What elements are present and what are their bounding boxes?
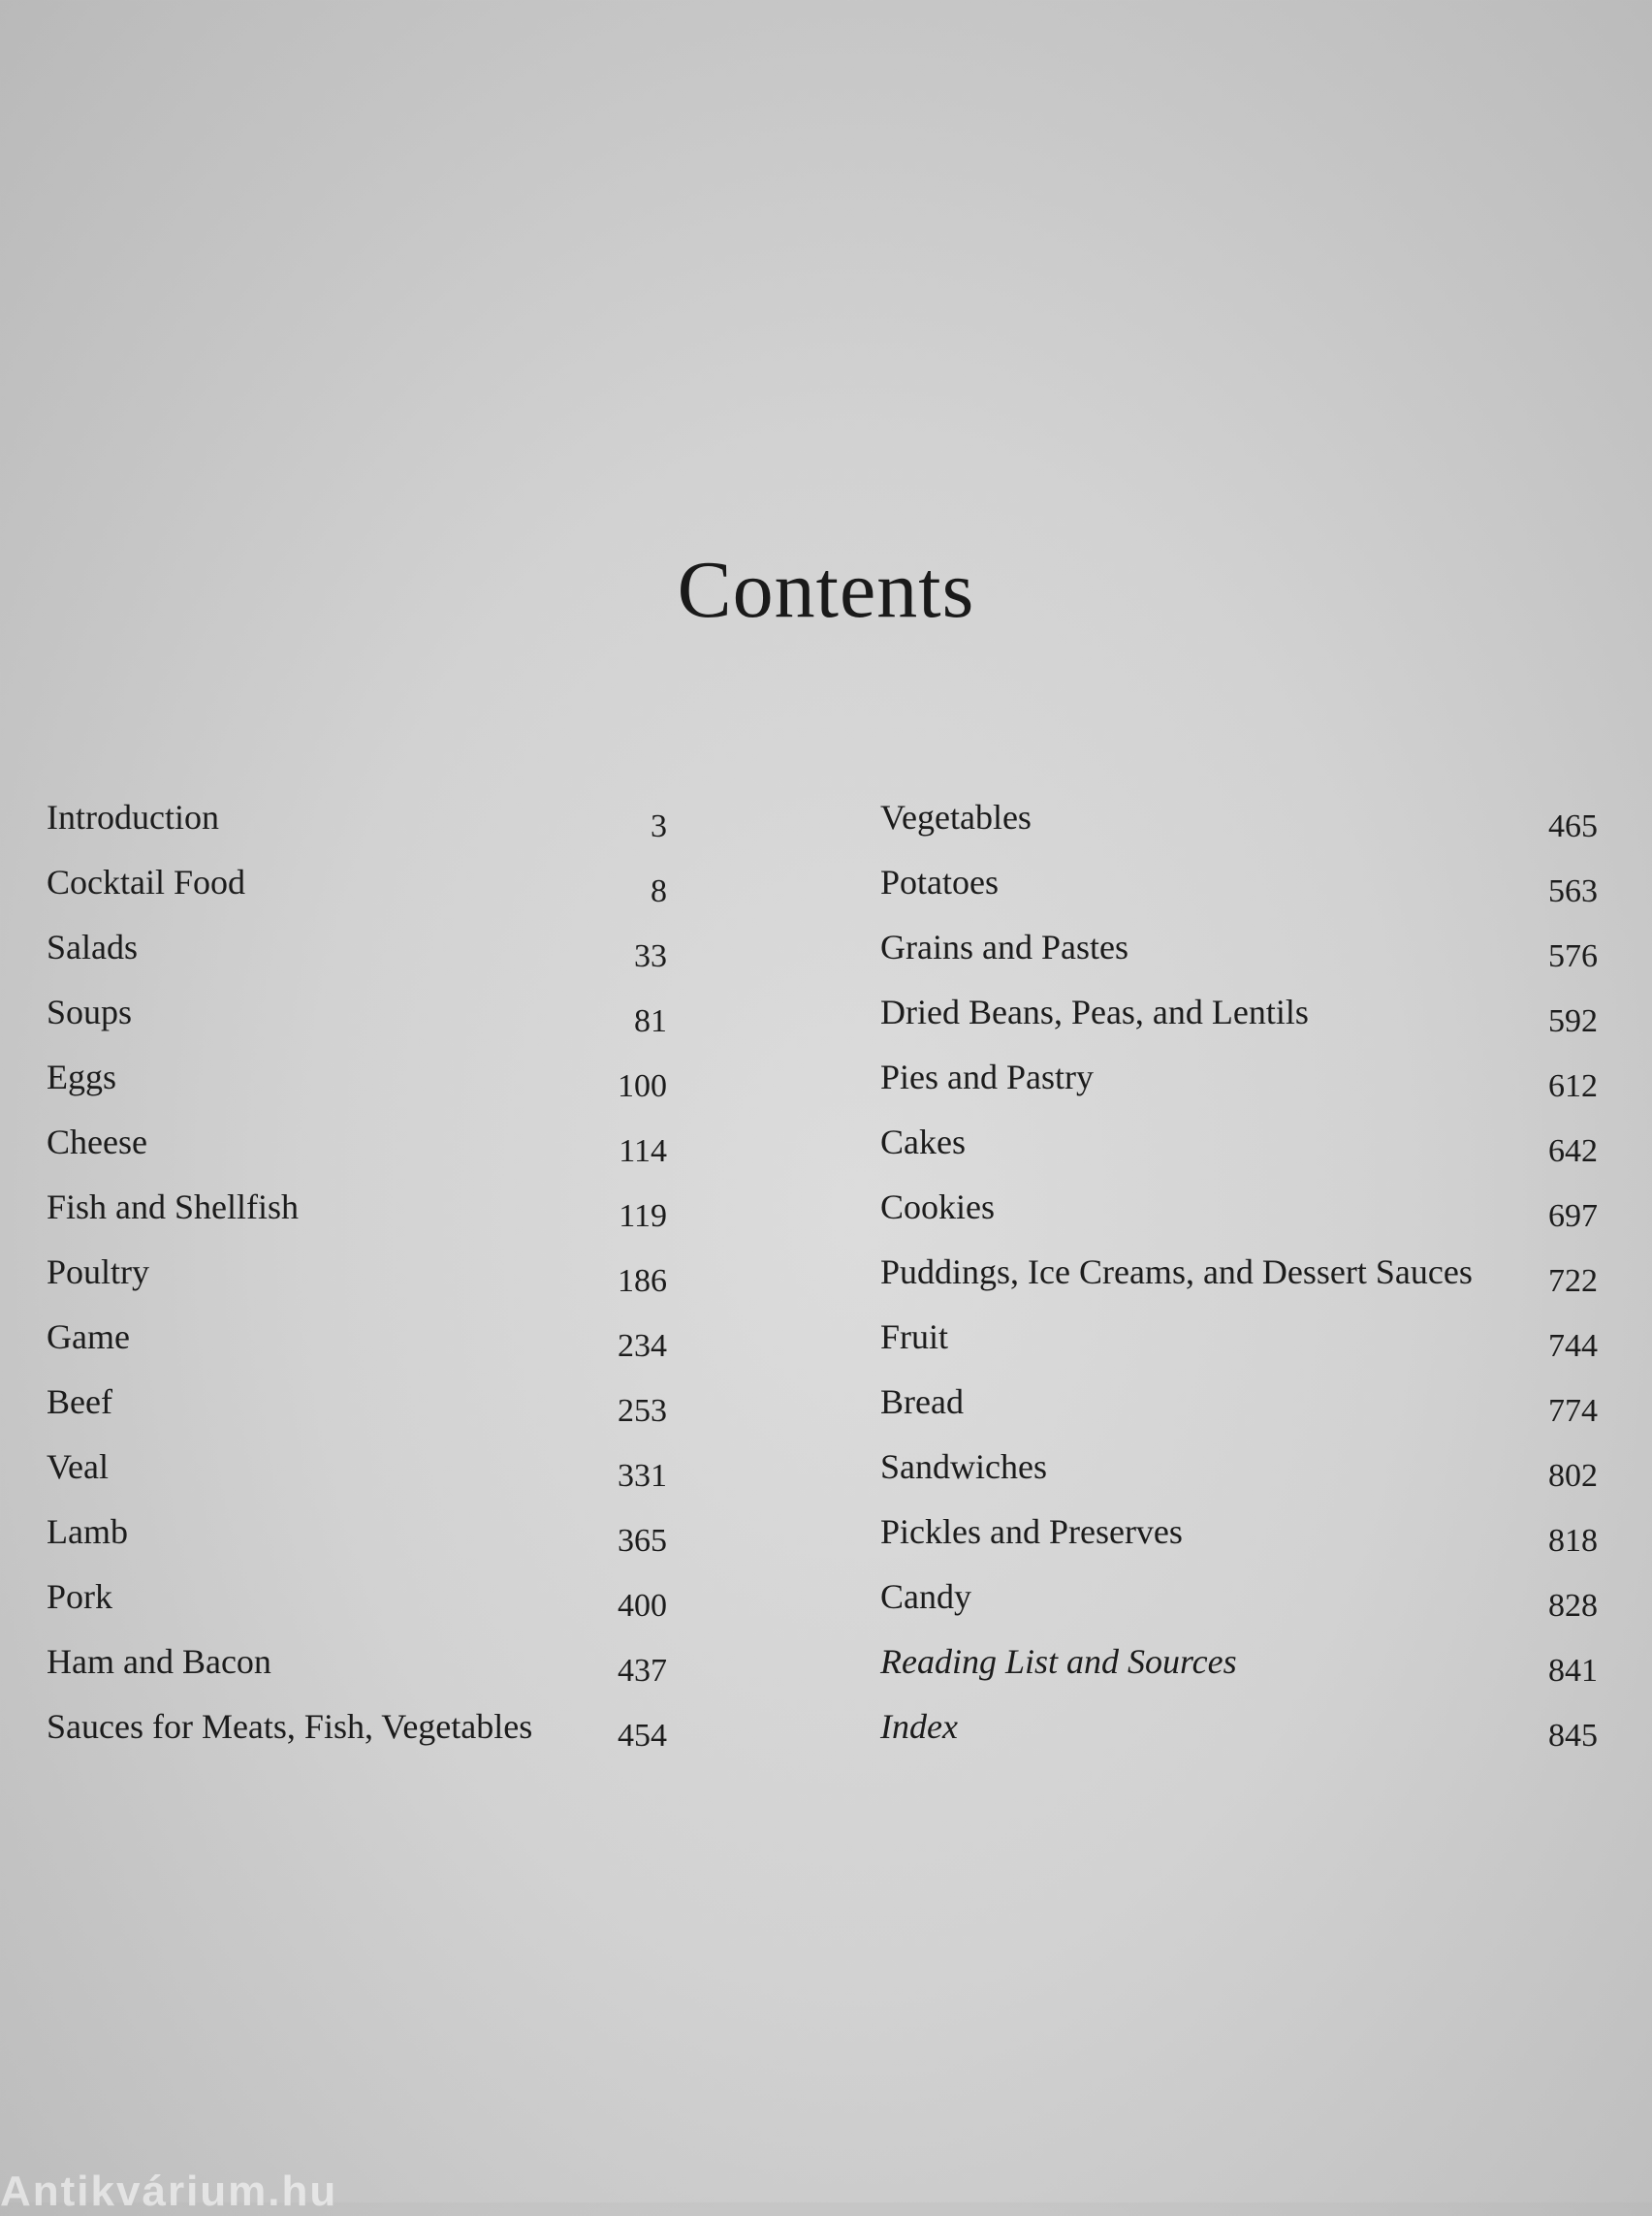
contents-entry [47, 1507, 667, 1572]
contents-entry [47, 1702, 667, 1767]
entry-page-number: 722 [1548, 1263, 1598, 1299]
entry-title: Introduction [47, 798, 219, 837]
entry-title: Fish and Shellfish [47, 1187, 300, 1226]
entry-title: Beef [47, 1382, 112, 1421]
entry-title: Dried Beans, Peas, and Lentils [880, 993, 1309, 1031]
contents-entry [880, 1118, 1598, 1183]
contents-entry [880, 988, 1598, 1053]
contents-entry [880, 1313, 1598, 1377]
entry-title: Cookies [880, 1187, 996, 1226]
entry-page-number: 642 [1548, 1133, 1598, 1169]
contents-entry [47, 1118, 667, 1183]
entry-title: Pork [47, 1577, 113, 1616]
contents-entry [47, 1572, 667, 1637]
entry-page-number: 437 [618, 1653, 667, 1689]
entry-page-number: 400 [618, 1588, 667, 1624]
entry-title: Pickles and Preserves [880, 1512, 1183, 1551]
entry-title: Salads [47, 928, 138, 966]
entry-page-number: 186 [618, 1263, 667, 1299]
contents-entry [47, 1248, 667, 1313]
entry-page-number: 697 [1548, 1198, 1598, 1234]
entry-page-number: 119 [619, 1198, 667, 1234]
entry-title: Ham and Bacon [47, 1642, 271, 1681]
entry-title: Lamb [47, 1512, 128, 1551]
contents-entry [47, 923, 667, 988]
entry-page-number: 563 [1548, 873, 1598, 909]
entry-title: Reading List and Sources [880, 1642, 1237, 1681]
contents-entry [47, 793, 667, 858]
entry-title: Fruit [880, 1317, 949, 1356]
entry-title: Game [47, 1317, 130, 1356]
page-title: Contents [677, 545, 975, 635]
contents-entry [880, 858, 1598, 923]
contents-entry [47, 1442, 667, 1507]
entry-title: Grains and Pastes [880, 928, 1128, 966]
entry-page-number: 234 [618, 1328, 667, 1364]
contents-entry [880, 1572, 1598, 1637]
entry-title: Candy [880, 1577, 971, 1616]
contents-entry [880, 793, 1598, 858]
contents-entry [880, 1442, 1598, 1507]
entry-page-number: 818 [1548, 1523, 1598, 1559]
entry-page-number: 365 [618, 1523, 667, 1559]
contents-entry [47, 858, 667, 923]
entry-title: Puddings, Ice Creams, and Dessert Sauces [880, 1252, 1473, 1291]
entry-page-number: 331 [618, 1458, 667, 1494]
entry-title: Cheese [47, 1123, 147, 1161]
entry-page-number: 33 [634, 938, 667, 974]
entry-title: Potatoes [880, 863, 999, 902]
entry-page-number: 612 [1548, 1068, 1598, 1104]
contents-entry [47, 1313, 667, 1377]
entry-title: Sandwiches [880, 1447, 1047, 1486]
contents-entry [47, 1053, 667, 1118]
entry-page-number: 576 [1548, 938, 1598, 974]
contents-right-column [880, 793, 1598, 1767]
entry-page-number: 744 [1548, 1328, 1598, 1364]
entry-page-number: 841 [1548, 1653, 1598, 1689]
contents-entry [880, 1248, 1598, 1313]
entry-page-number: 8 [651, 873, 667, 909]
watermark: Antikvárium.hu [0, 2168, 338, 2215]
entry-page-number: 454 [618, 1718, 667, 1754]
contents-entry [47, 1377, 667, 1442]
contents-entry [880, 1507, 1598, 1572]
entry-page-number: 100 [618, 1068, 667, 1104]
entry-title: Poultry [47, 1252, 150, 1291]
entry-title: Sauces for Meats, Fish, Vegetables [47, 1707, 533, 1746]
entry-page-number: 592 [1548, 1003, 1598, 1039]
entry-title: Pies and Pastry [880, 1058, 1094, 1096]
entry-page-number: 828 [1548, 1588, 1598, 1624]
contents-entry [880, 923, 1598, 988]
contents-entry [47, 1183, 667, 1248]
entry-title: Index [880, 1707, 958, 1746]
entry-title: Cocktail Food [47, 863, 245, 902]
contents-entry [47, 988, 667, 1053]
entry-title: Eggs [47, 1058, 116, 1096]
contents-entry [880, 1637, 1598, 1702]
entry-title: Cakes [880, 1123, 966, 1161]
entry-page-number: 465 [1548, 808, 1598, 844]
contents-entry [880, 1053, 1598, 1118]
entry-page-number: 845 [1548, 1718, 1598, 1754]
entry-page-number: 774 [1548, 1393, 1598, 1429]
entry-title: Bread [880, 1382, 964, 1421]
entry-page-number: 81 [634, 1003, 667, 1039]
entry-title: Veal [47, 1447, 109, 1486]
contents-entry [880, 1377, 1598, 1442]
entry-title: Soups [47, 993, 133, 1031]
contents-left-column [47, 793, 667, 1767]
entry-page-number: 3 [651, 808, 667, 844]
entry-page-number: 802 [1548, 1458, 1598, 1494]
entry-title: Vegetables [880, 798, 1032, 837]
contents-entry [880, 1702, 1598, 1767]
entry-page-number: 114 [619, 1133, 667, 1169]
entry-page-number: 253 [618, 1393, 667, 1429]
contents-entry [880, 1183, 1598, 1248]
contents-entry [47, 1637, 667, 1702]
